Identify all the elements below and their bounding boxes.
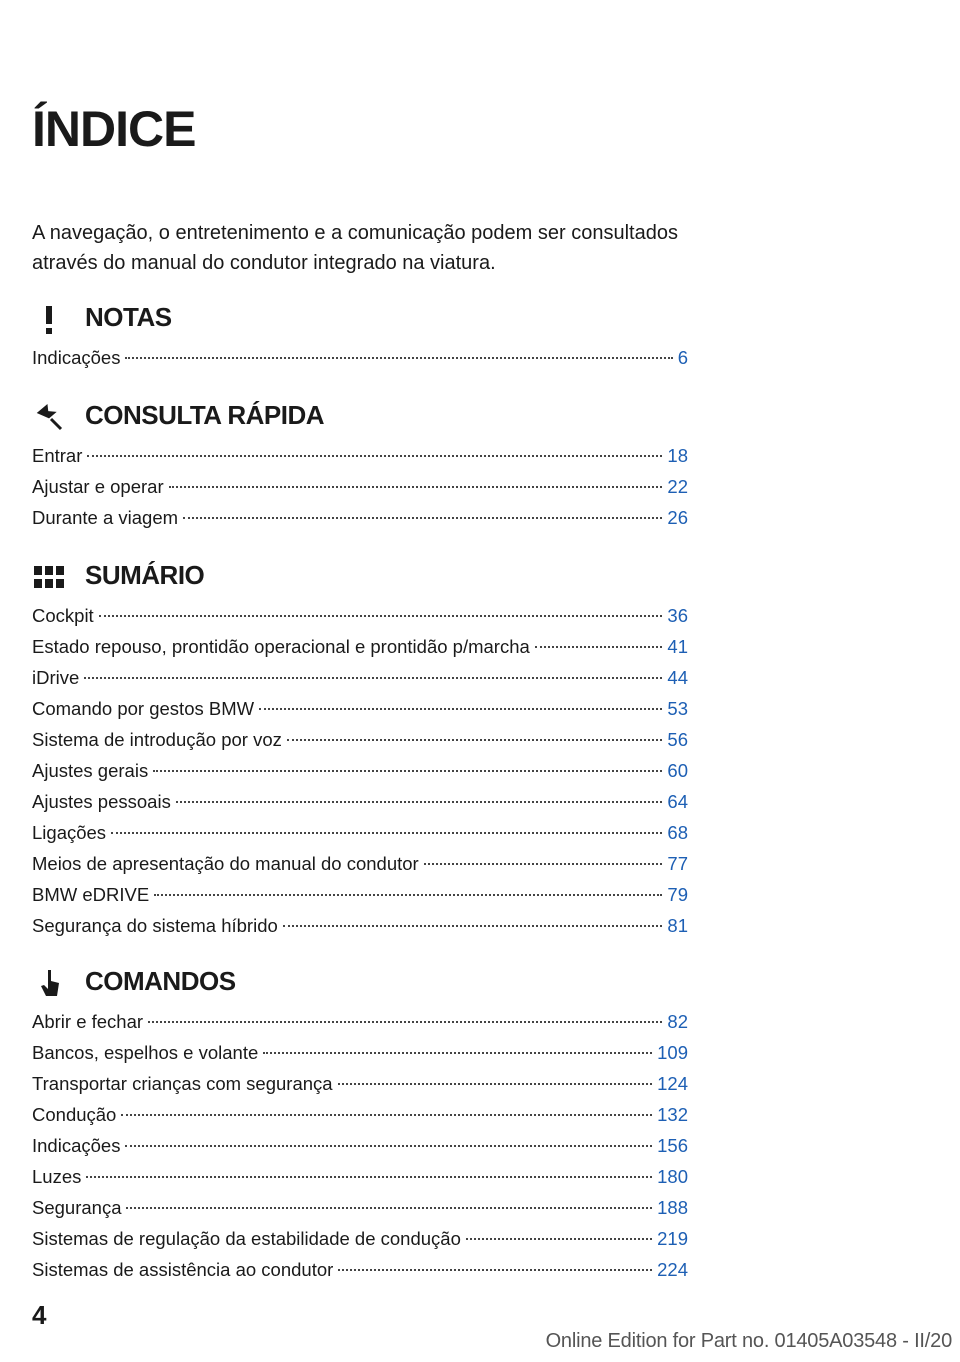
toc-entry-idrive[interactable] <box>32 662 688 693</box>
section-title: COMANDOS <box>85 966 236 996</box>
toc-label: Entrar <box>32 445 83 466</box>
toc-label: Sistemas de regulação da estabilidade de condução <box>32 1228 461 1249</box>
hand-pointer-icon <box>32 968 66 998</box>
toc-page-link[interactable]: 64 <box>667 791 688 812</box>
section-title: CONSULTA RÁPIDA <box>85 400 325 430</box>
toc-label: Condução <box>32 1104 117 1125</box>
toc-entry-durante-a-viagem[interactable] <box>32 502 688 533</box>
toc-entry-ajustes-pessoais[interactable] <box>32 786 688 817</box>
toc-page-link[interactable]: 224 <box>657 1259 688 1280</box>
toc-page-link[interactable]: 77 <box>667 853 688 874</box>
toc-entry-abrir-e-fechar[interactable] <box>32 1006 688 1037</box>
dot-leader <box>121 1114 652 1116</box>
toc-page-link[interactable]: 53 <box>667 698 688 719</box>
toc-page-link[interactable]: 36 <box>667 605 688 626</box>
section-sumario <box>32 556 688 941</box>
intro-text: A navegação, o entretenimento e a comunicação podem ser consultados através do manual do condutor integrado na viatura. <box>32 222 678 274</box>
toc-page-link[interactable]: 132 <box>657 1104 688 1125</box>
toc-label: Cockpit <box>32 605 94 626</box>
dot-leader <box>125 357 672 359</box>
toc-page-link[interactable]: 6 <box>677 347 688 368</box>
toc-label: BMW eDRIVE <box>32 884 150 905</box>
section-comandos <box>32 962 688 1285</box>
section-header <box>32 298 688 342</box>
toc-entry-transportar-criancas[interactable] <box>32 1068 688 1099</box>
toc-label: Ligações <box>32 822 107 843</box>
toc-list <box>32 1006 688 1285</box>
dot-leader <box>111 832 662 834</box>
toc-label: Ajustar e operar <box>32 476 164 497</box>
toc-entry-ajustes-gerais[interactable] <box>32 755 688 786</box>
toc-entry-bancos-espelhos-volante[interactable] <box>32 1037 688 1068</box>
toc-page-link[interactable]: 26 <box>667 507 688 528</box>
toc-list <box>32 600 688 941</box>
dot-leader <box>176 801 663 803</box>
toc-label: Meios de apresentação do manual do condutor <box>32 853 419 874</box>
toc-label: Indicações <box>32 347 121 368</box>
dot-leader <box>338 1269 652 1271</box>
section-header <box>32 556 688 600</box>
page-title: ÍNDICE <box>32 101 196 157</box>
toc-label: Comando por gestos BMW <box>32 698 255 719</box>
dot-leader <box>338 1083 653 1085</box>
toc-entry-cockpit[interactable] <box>32 600 688 631</box>
dot-leader <box>466 1238 652 1240</box>
toc-entry-luzes[interactable] <box>32 1161 688 1192</box>
toc-page-link[interactable]: 156 <box>657 1135 688 1156</box>
dot-leader <box>169 486 663 488</box>
toc-entry-ligacoes[interactable] <box>32 817 688 848</box>
toc-entry-seguranca[interactable] <box>32 1192 688 1223</box>
dot-leader <box>287 739 663 741</box>
page-number: 4 <box>32 1300 47 1330</box>
section-notas <box>32 298 688 373</box>
toc-label: Sistemas de assistência ao condutor <box>32 1259 334 1280</box>
footer-edition: Online Edition for Part no. 01405A03548 - II/20 <box>545 1330 952 1352</box>
dot-leader <box>84 677 662 679</box>
dot-leader <box>148 1021 662 1023</box>
toc-list <box>32 342 688 373</box>
toc-entry-indicacoes-2[interactable] <box>32 1130 688 1161</box>
grid-icon <box>32 562 66 592</box>
toc-label: Ajustes gerais <box>32 760 149 781</box>
dot-leader <box>86 1176 652 1178</box>
toc-label: Sistema de introdução por voz <box>32 729 282 750</box>
toc-entry-assistencia-condutor[interactable] <box>32 1254 688 1285</box>
toc-entry-seguranca-sistema-hibrido[interactable] <box>32 910 688 941</box>
toc-page-link[interactable]: 56 <box>667 729 688 750</box>
dot-leader <box>87 455 662 457</box>
toc-label: Durante a viagem <box>32 507 179 528</box>
dot-leader <box>154 894 662 896</box>
toc-entry-regulacao-estabilidade[interactable] <box>32 1223 688 1254</box>
toc-page-link[interactable]: 60 <box>667 760 688 781</box>
toc-entry-estado-repouso[interactable] <box>32 631 688 662</box>
toc-page-link[interactable]: 188 <box>657 1197 688 1218</box>
toc-label: Segurança do sistema híbrido <box>32 915 278 936</box>
toc-label: Ajustes pessoais <box>32 791 171 812</box>
toc-label: Indicações <box>32 1135 121 1156</box>
section-consulta-rapida <box>32 396 688 533</box>
toc-entry-comando-por-gestos[interactable] <box>32 693 688 724</box>
dot-leader <box>183 517 662 519</box>
dot-leader <box>283 925 663 927</box>
toc-label: Abrir e fechar <box>32 1011 144 1032</box>
toc-page-link[interactable]: 44 <box>667 667 688 688</box>
toc-label: Segurança <box>32 1197 122 1218</box>
toc-entry-ajustar-e-operar[interactable] <box>32 471 688 502</box>
toc-entry-bmw-edrive[interactable] <box>32 879 688 910</box>
toc-page-link[interactable]: 109 <box>657 1042 688 1063</box>
toc-entry-introducao-por-voz[interactable] <box>32 724 688 755</box>
toc-label: Estado repouso, prontidão operacional e prontidão p/marcha <box>32 636 530 657</box>
toc-entry-conducao[interactable] <box>32 1099 688 1130</box>
toc-page-link[interactable]: 68 <box>667 822 688 843</box>
toc-entry-entrar[interactable] <box>32 440 688 471</box>
section-title: NOTAS <box>85 302 172 332</box>
dot-leader <box>424 863 663 865</box>
toc-page-link[interactable]: 79 <box>667 884 688 905</box>
toc-page-link[interactable]: 180 <box>657 1166 688 1187</box>
toc-page-link[interactable]: 22 <box>667 476 688 497</box>
toc-entry-indicacoes[interactable] <box>32 342 688 373</box>
toc-page-link[interactable]: 82 <box>667 1011 688 1032</box>
toc-page-link[interactable]: 219 <box>657 1228 688 1249</box>
toc-list <box>32 440 688 533</box>
toc-page-link[interactable]: 81 <box>667 915 688 936</box>
toc-label: iDrive <box>32 667 80 688</box>
toc-page-link[interactable]: 124 <box>657 1073 688 1094</box>
toc-entry-meios-de-apresentacao[interactable] <box>32 848 688 879</box>
pin-icon <box>32 402 66 432</box>
section-title: SUMÁRIO <box>85 560 205 590</box>
dot-leader <box>259 708 662 710</box>
section-header <box>32 962 688 1006</box>
toc-label: Luzes <box>32 1166 82 1187</box>
dot-leader <box>125 1145 652 1147</box>
section-header <box>32 396 688 440</box>
dot-leader <box>99 615 663 617</box>
exclamation-icon <box>32 304 66 334</box>
toc-page-link[interactable]: 41 <box>667 636 688 657</box>
toc-page-link[interactable]: 18 <box>667 445 688 466</box>
toc-label: Transportar crianças com segurança <box>32 1073 333 1094</box>
toc-label: Bancos, espelhos e volante <box>32 1042 259 1063</box>
dot-leader <box>153 770 662 772</box>
dot-leader <box>126 1207 652 1209</box>
dot-leader <box>535 646 663 648</box>
dot-leader <box>263 1052 652 1054</box>
